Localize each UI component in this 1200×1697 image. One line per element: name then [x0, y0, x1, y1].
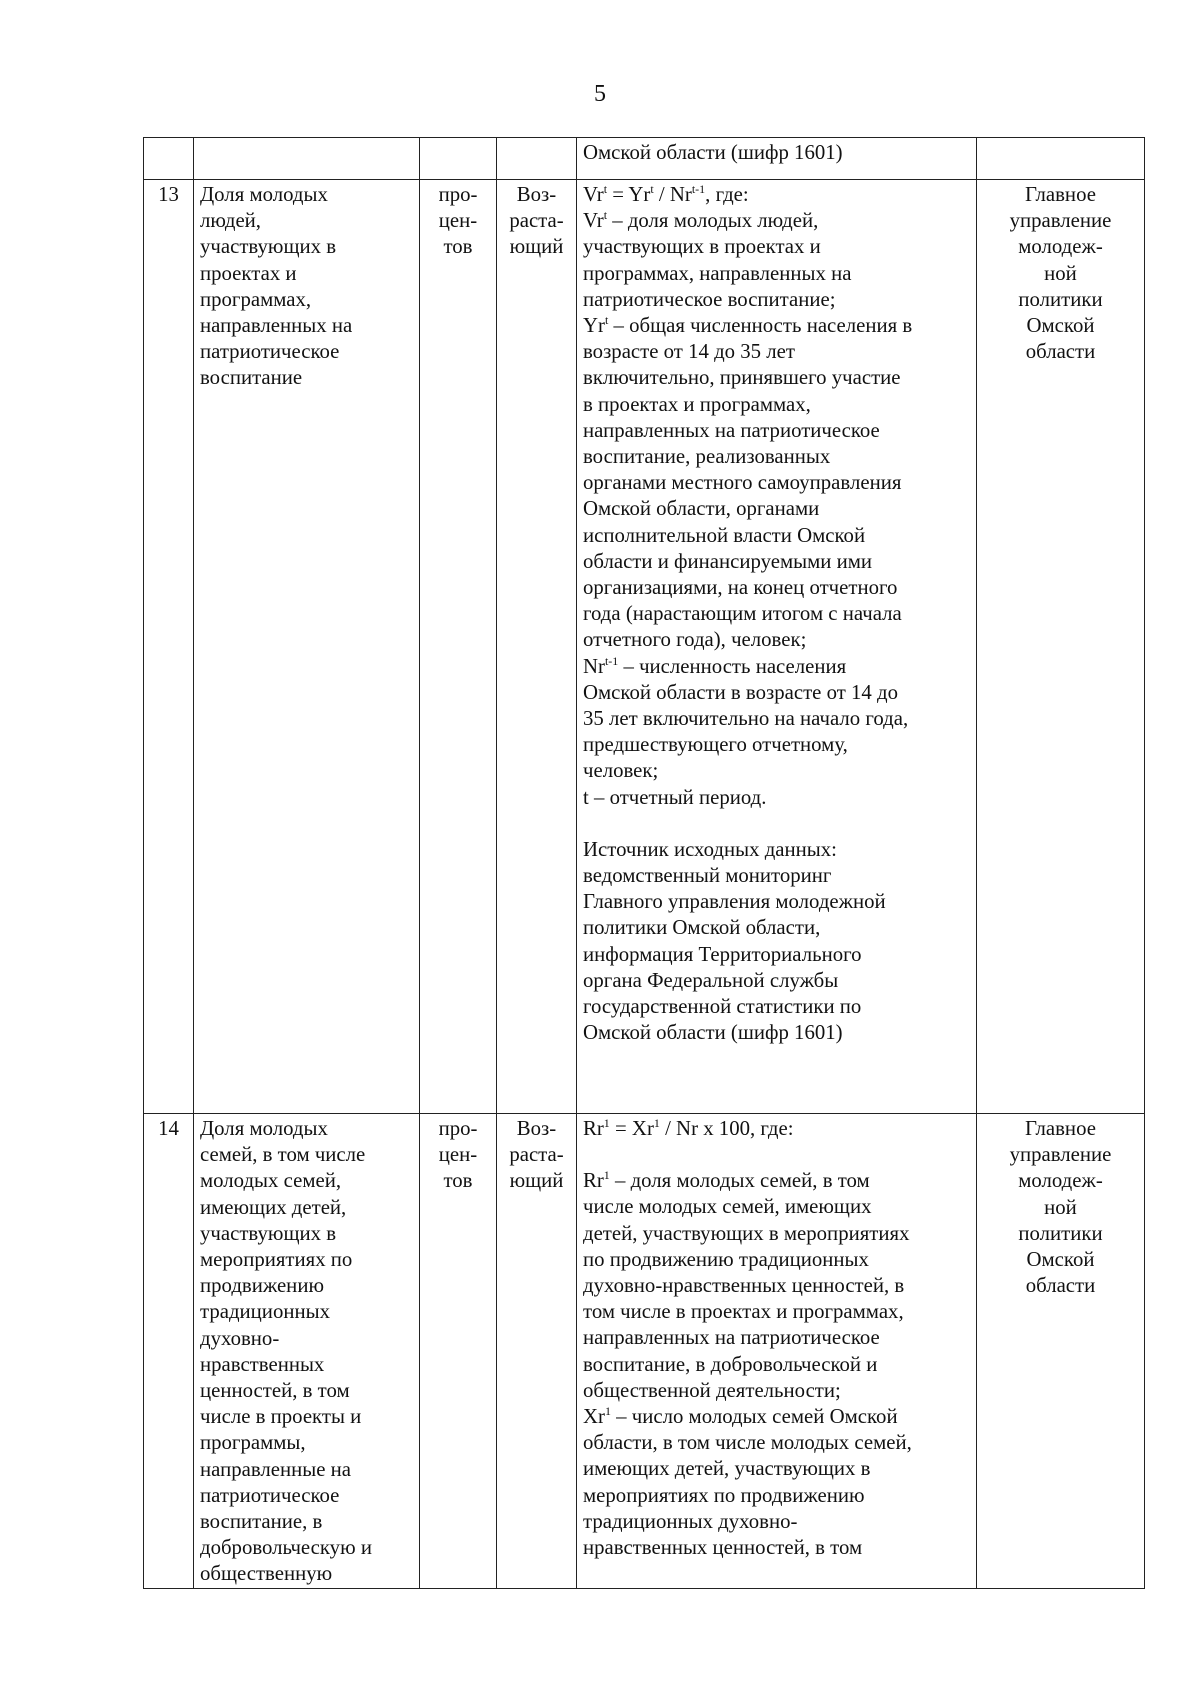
table-row-continuation: [144, 138, 1145, 180]
responsible-body: Главное управление молодеж- ной политики Омской области: [977, 180, 1145, 1114]
definition-yr: Yr$^t$ – общая численность населения в возрасте от 14 до 35 лет включительно, принявшего участие в проектах и программах, направленных на патриотическое воспитание, реализованных органами местного самоуправления Омской области, органами исполнительной власти Омской области и финансируемыми ими организациями, на конец отчетного года (нарастающим итогом с начала отчетного года), человек;: [583, 313, 913, 652]
formula: $Vr^t = Yr^t / Nr^{t-1}$, где:: [583, 182, 749, 206]
calculation-method: [577, 180, 977, 1114]
row-number: 13: [144, 180, 194, 1114]
indicator-name: Доля молодых людей, участвующих в проектах и программах, направленных на патриотическое воспитание: [194, 180, 420, 1114]
cell-responsible: [977, 138, 1145, 180]
definition-xr: Xr$^1$ – число молодых семей Омской области, в том числе молодых семей, имеющих детей, участвующих в мероприятиях по продвижению традиционных духовно- нравственных ценностей, в том: [583, 1404, 912, 1560]
cell-num: [144, 138, 194, 180]
cell-method: Омской области (шифр 1601): [577, 138, 977, 180]
table-row-14: [144, 1114, 1145, 1589]
spacer: [583, 811, 970, 837]
data-source: Источник исходных данных: ведомственный мониторинг Главного управления молодежной политики Омской области, информация Территориального органа Федеральной службы государственной статистики по Омской области (шифр 1601): [583, 837, 886, 1045]
definition-t: t – отчетный период.: [583, 785, 767, 809]
indicator-name: Доля молодых семей, в том числе молодых семей, имеющих детей, участвующих в мероприятиях по продвижению традиционных духовно- нравственных ценностей, в том числе в проекты и программы, направленные на патриотическое воспитание, в добровольческую и общественную: [194, 1114, 420, 1589]
trend-direction: Воз- раста- ющий: [497, 1114, 577, 1589]
indicators-table: [143, 137, 1145, 1589]
responsible-body: Главное управление молодеж- ной политики Омской области: [977, 1114, 1145, 1589]
cell-name: [194, 138, 420, 180]
unit-of-measure: про- цен- тов: [420, 180, 497, 1114]
definition-nr: Nr$^{t-1}$ – численность населения Омской области в возрасте от 14 до 35 лет включительно на начало года, предшествующего отчетному, человек;: [583, 653, 909, 783]
definition-vr: Vr$^t$ – доля молодых людей, участвующих в проектах и программах, направленных на патриотическое воспитание;: [583, 208, 852, 311]
trend-direction: Воз- раста- ющий: [497, 180, 577, 1114]
unit-of-measure: про- цен- тов: [420, 1114, 497, 1589]
page-number: 5: [594, 81, 606, 107]
row-number: 14: [144, 1114, 194, 1589]
calculation-method: [577, 1114, 977, 1589]
spacer: [583, 1142, 970, 1168]
formula: $Rr^1 = Xr^1 / Nr$ x 100, где:: [583, 1116, 794, 1140]
table-row-13: [144, 180, 1145, 1114]
cell-unit: [420, 138, 497, 180]
definition-rr: Rr$^1$ – доля молодых семей, в том числе молодых семей, имеющих детей, участвующих в мероприятиях по продвижению традиционных духовно-нравственных ценностей, в том числе в проектах и программах, направленных на патриотическое воспитание, в добровольческой и общественной деятельности;: [583, 1168, 910, 1402]
cell-trend: [497, 138, 577, 180]
